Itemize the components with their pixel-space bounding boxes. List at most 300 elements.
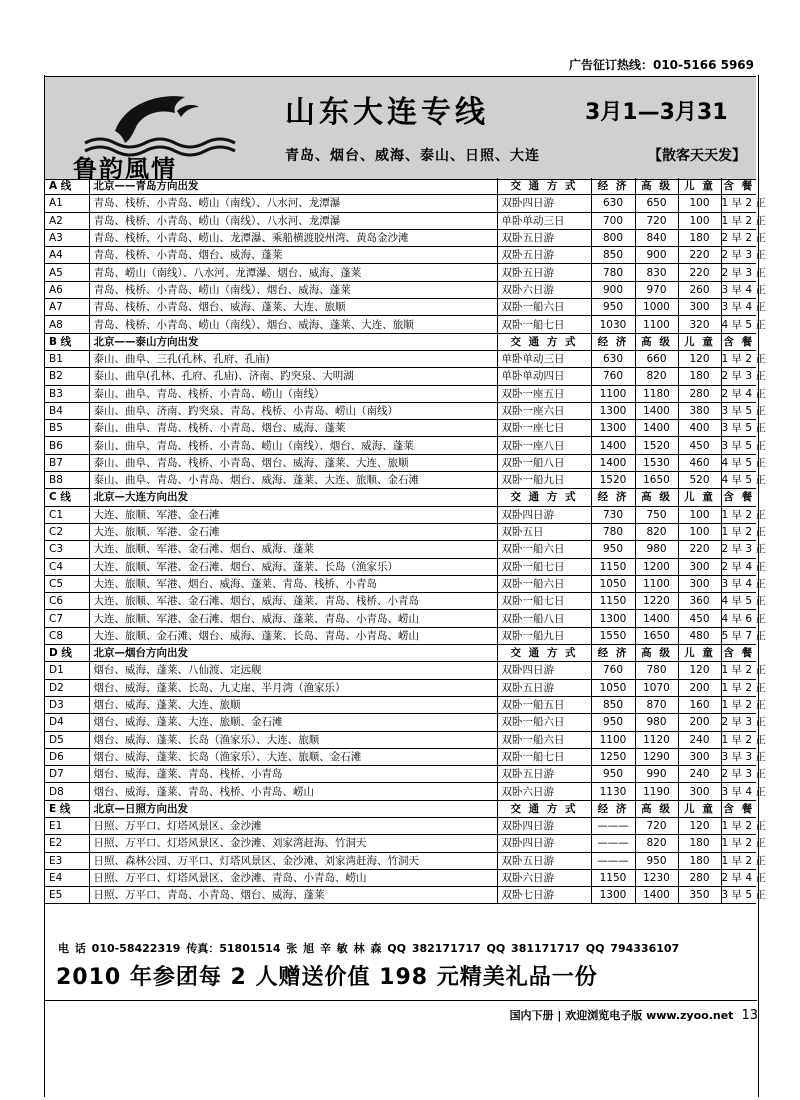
table-row: [45, 869, 756, 886]
economy-price: 1300: [591, 420, 635, 437]
route-code: E3: [45, 852, 89, 869]
route-itinerary: 烟台、威海、蓬莱、大连、旅顺、金石滩: [89, 714, 497, 731]
column-header: 儿 童: [678, 333, 721, 350]
transport-mode: 双卧一船七日: [497, 316, 591, 333]
meals: 4 早 5 正: [721, 472, 756, 489]
route-itinerary: 泰山、曲阜(孔林、孔府、孔庙)、济南、趵突泉、大明湖: [89, 368, 497, 385]
child-price: 160: [678, 696, 721, 713]
table-row: [45, 523, 756, 540]
column-header: 含 餐: [721, 800, 756, 817]
meals: 4 早 5 正: [721, 454, 756, 471]
meals: 2 早 3 正: [721, 247, 756, 264]
economy-price: 1030: [591, 316, 635, 333]
route-code: C4: [45, 558, 89, 575]
meals: 1 早 2 正: [721, 835, 756, 852]
route-itinerary: 大连、旅顺、军港、金石滩: [89, 506, 497, 523]
table-row: [45, 558, 756, 575]
table-row: [45, 299, 756, 316]
route-itinerary: 青岛、栈桥、小青岛、崂山（南线）、烟台、威海、蓬莱、大连、旅顺: [89, 316, 497, 333]
route-code: B6: [45, 437, 89, 454]
transport-mode: 双卧一船五日: [497, 696, 591, 713]
premium-price: 1120: [635, 731, 678, 748]
route-code: B5: [45, 420, 89, 437]
route-itinerary: 大连、旅顺、军港、金石滩、烟台、威海、蓬莱、青岛、栈桥、小青岛: [89, 593, 497, 610]
transport-mode: 双卧一船六日: [497, 299, 591, 316]
meals: 3 早 5 正: [721, 437, 756, 454]
table-row: [45, 368, 756, 385]
economy-price: 850: [591, 696, 635, 713]
premium-price: 820: [635, 835, 678, 852]
transport-mode: 双卧五日: [497, 523, 591, 540]
premium-price: 720: [635, 817, 678, 834]
meals: 1 早 2 正: [721, 731, 756, 748]
route-itinerary: 大连、旅顺、军港、金石滩: [89, 523, 497, 540]
route-itinerary: 烟台、威海、蓬莱、青岛、栈桥、小青岛: [89, 766, 497, 783]
section-title: 北京——青岛方向出发: [89, 178, 497, 195]
route-code: C6: [45, 593, 89, 610]
transport-mode: 双卧六日游: [497, 281, 591, 298]
route-code: E1: [45, 817, 89, 834]
meals: 3 早 4 正: [721, 575, 756, 592]
table-row: [45, 679, 756, 696]
economy-price: 1150: [591, 593, 635, 610]
column-header: 高 级: [635, 489, 678, 506]
route-itinerary: 青岛、栈桥、小青岛、崂山、龙潭瀑、乘船横渡胶州湾、黄岛金沙滩: [89, 229, 497, 246]
child-price: 220: [678, 264, 721, 281]
route-itinerary: 大连、旅顺、军港、金石滩、烟台、威海、蓬莱: [89, 541, 497, 558]
route-code: D5: [45, 731, 89, 748]
column-header: 含 餐: [721, 178, 756, 195]
table-row: [45, 212, 756, 229]
table-row: [45, 506, 756, 523]
page-title: 山东大连专线: [285, 95, 489, 130]
meals: 2 早 3 正: [721, 264, 756, 281]
brand-name: 鲁韵風情: [73, 154, 177, 183]
transport-mode: 双卧一船七日: [497, 558, 591, 575]
route-itinerary: 烟台、威海、蓬莱、长岛、九丈崖、半月湾（渔家乐）: [89, 679, 497, 696]
meals: 4 早 5 正: [721, 593, 756, 610]
premium-price: 720: [635, 212, 678, 229]
route-itinerary: 泰山、曲阜、青岛、栈桥、小青岛、崂山（南线）: [89, 385, 497, 402]
transport-mode: 双卧一座八日: [497, 437, 591, 454]
route-itinerary: 泰山、曲阜、青岛、栈桥、小青岛、崂山（南线）、烟台、威海、蓬莱: [89, 437, 497, 454]
route-code: C7: [45, 610, 89, 627]
route-code: B3: [45, 385, 89, 402]
meals: 2 早 4 正: [721, 385, 756, 402]
economy-price: 1300: [591, 402, 635, 419]
column-header: 交 通 方 式: [497, 333, 591, 350]
table-row: [45, 696, 756, 713]
premium-price: 970: [635, 281, 678, 298]
meals: 1 早 2 正: [721, 696, 756, 713]
premium-price: 1650: [635, 627, 678, 644]
meals: 1 早 2 正: [721, 679, 756, 696]
table-row: [45, 593, 756, 610]
route-itinerary: 青岛、栈桥、小青岛、崂山（南线）、八水河、龙潭瀑: [89, 195, 497, 212]
column-header: 儿 童: [678, 645, 721, 662]
economy-price: 1050: [591, 679, 635, 696]
daily-departure-note: 【散客天天发】: [648, 148, 746, 164]
economy-price: 950: [591, 299, 635, 316]
route-code: A2: [45, 212, 89, 229]
transport-mode: 双卧一船八日: [497, 610, 591, 627]
route-code: D3: [45, 696, 89, 713]
route-code: C1: [45, 506, 89, 523]
economy-price: 730: [591, 506, 635, 523]
transport-mode: 双卧一船八日: [497, 454, 591, 471]
premium-price: 660: [635, 350, 678, 367]
economy-price: 760: [591, 368, 635, 385]
child-price: 220: [678, 541, 721, 558]
route-itinerary: 烟台、威海、蓬莱、大连、旅顺: [89, 696, 497, 713]
premium-price: 1290: [635, 748, 678, 765]
route-itinerary: 青岛、栈桥、小青岛、烟台、威海、蓬莱: [89, 247, 497, 264]
transport-mode: 单卧单动四日: [497, 368, 591, 385]
meals: 1 早 2 正: [721, 523, 756, 540]
transport-mode: 双卧四日游: [497, 835, 591, 852]
transport-mode: 双卧一船六日: [497, 731, 591, 748]
column-header: 含 餐: [721, 645, 756, 662]
economy-price: 780: [591, 264, 635, 281]
child-price: 300: [678, 575, 721, 592]
economy-price: 1550: [591, 627, 635, 644]
route-code: A6: [45, 281, 89, 298]
child-price: 100: [678, 523, 721, 540]
route-itinerary: 大连、旅顺、军港、金石滩、烟台、威海、蓬莱、青岛、小青岛、崂山: [89, 610, 497, 627]
child-price: 300: [678, 748, 721, 765]
meals: 1 早 2 正: [721, 506, 756, 523]
section-label: B 线: [45, 333, 89, 350]
premium-price: 830: [635, 264, 678, 281]
premium-price: 1650: [635, 472, 678, 489]
section-header-row: [45, 645, 756, 662]
child-price: 220: [678, 247, 721, 264]
page-footer: [510, 1007, 758, 1023]
economy-price: ———: [591, 817, 635, 834]
route-itinerary: 日照、万平口、灯塔风景区、金沙滩、青岛、小青岛、崂山: [89, 869, 497, 886]
column-header: 交 通 方 式: [497, 800, 591, 817]
economy-price: 1100: [591, 385, 635, 402]
premium-price: 1230: [635, 869, 678, 886]
child-price: 120: [678, 350, 721, 367]
column-header: 经 济: [591, 489, 635, 506]
economy-price: 1250: [591, 748, 635, 765]
section-title: 北京—烟台方向出发: [89, 645, 497, 662]
table-row: [45, 281, 756, 298]
transport-mode: 双卧一座七日: [497, 420, 591, 437]
child-price: 360: [678, 593, 721, 610]
economy-price: 700: [591, 212, 635, 229]
premium-price: 980: [635, 714, 678, 731]
column-header: 交 通 方 式: [497, 178, 591, 195]
column-header: 儿 童: [678, 800, 721, 817]
child-price: 460: [678, 454, 721, 471]
economy-price: 950: [591, 541, 635, 558]
column-header: 高 级: [635, 645, 678, 662]
table-row: [45, 385, 756, 402]
table-row: [45, 731, 756, 748]
meals: 2 早 3 正: [721, 766, 756, 783]
route-itinerary: 日照、万平口、灯塔风景区、金沙滩、刘家湾赶海、竹洞天: [89, 835, 497, 852]
transport-mode: 单卧单动三日: [497, 350, 591, 367]
economy-price: ———: [591, 852, 635, 869]
premium-price: 780: [635, 662, 678, 679]
section-header-row: [45, 333, 756, 350]
transport-mode: 双卧一船七日: [497, 593, 591, 610]
section-header-row: [45, 489, 756, 506]
section-header-row: [45, 178, 756, 195]
tour-table: [45, 178, 766, 904]
meals: 4 早 5 正: [721, 316, 756, 333]
table-row: [45, 472, 756, 489]
meals: 3 早 3 正: [721, 748, 756, 765]
route-itinerary: 大连、旅顺、军港、金石滩、烟台、威海、蓬莱、长岛（渔家乐）: [89, 558, 497, 575]
route-itinerary: 青岛、栈桥、小青岛、崂山（南线）、八水河、龙潭瀑: [89, 212, 497, 229]
transport-mode: 双卧一座六日: [497, 402, 591, 419]
route-code: C3: [45, 541, 89, 558]
route-code: D6: [45, 748, 89, 765]
premium-price: 820: [635, 368, 678, 385]
premium-price: 1400: [635, 887, 678, 904]
economy-price: 1130: [591, 783, 635, 800]
premium-price: 950: [635, 852, 678, 869]
premium-price: 1400: [635, 610, 678, 627]
economy-price: 1100: [591, 731, 635, 748]
table-row: [45, 350, 756, 367]
column-header: 儿 童: [678, 489, 721, 506]
child-price: 450: [678, 437, 721, 454]
table-row: [45, 264, 756, 281]
child-price: 520: [678, 472, 721, 489]
transport-mode: 双卧五日游: [497, 679, 591, 696]
economy-price: ———: [591, 835, 635, 852]
route-code: A1: [45, 195, 89, 212]
route-code: A5: [45, 264, 89, 281]
meals: 2 早 4 正: [721, 869, 756, 886]
table-row: [45, 575, 756, 592]
child-price: 240: [678, 731, 721, 748]
route-itinerary: 泰山、曲阜、青岛、小青岛、烟台、威海、蓬莱、大连、旅顺、金石滩: [89, 472, 497, 489]
route-code: D4: [45, 714, 89, 731]
meals: 1 早 2 正: [721, 195, 756, 212]
column-header: 儿 童: [678, 178, 721, 195]
premium-price: 1520: [635, 437, 678, 454]
premium-price: 1180: [635, 385, 678, 402]
table-row: [45, 229, 756, 246]
route-itinerary: 大连、旅顺、金石滩、烟台、威海、蓬莱、长岛、青岛、小青岛、崂山: [89, 627, 497, 644]
route-code: A3: [45, 229, 89, 246]
transport-mode: 双卧一船六日: [497, 575, 591, 592]
transport-mode: 双卧六日游: [497, 783, 591, 800]
premium-price: 900: [635, 247, 678, 264]
economy-price: 1050: [591, 575, 635, 592]
transport-mode: 双卧四日游: [497, 662, 591, 679]
economy-price: 1520: [591, 472, 635, 489]
child-price: 450: [678, 610, 721, 627]
child-price: 320: [678, 316, 721, 333]
route-code: A7: [45, 299, 89, 316]
economy-price: 1400: [591, 454, 635, 471]
meals: 3 早 4 正: [721, 281, 756, 298]
route-itinerary: 泰山、曲阜、三孔(孔林、孔府、孔庙): [89, 350, 497, 367]
route-itinerary: 青岛、栈桥、小青岛、烟台、威海、蓬莱、大连、旅顺: [89, 299, 497, 316]
table-row: [45, 835, 756, 852]
premium-price: 1200: [635, 558, 678, 575]
route-itinerary: 烟台、威海、蓬莱、长岛（渔家乐）、大连、旅顺: [89, 731, 497, 748]
transport-mode: 单卧单动三日: [497, 212, 591, 229]
table-row: [45, 714, 756, 731]
route-code: B2: [45, 368, 89, 385]
economy-price: 1300: [591, 610, 635, 627]
premium-price: 980: [635, 541, 678, 558]
premium-price: 1530: [635, 454, 678, 471]
transport-mode: 双卧一船六日: [497, 541, 591, 558]
table-row: [45, 195, 756, 212]
bottom-divider: [44, 1000, 757, 1001]
route-code: D1: [45, 662, 89, 679]
transport-mode: 双卧一船九日: [497, 472, 591, 489]
route-code: E5: [45, 887, 89, 904]
premium-price: 1400: [635, 402, 678, 419]
transport-mode: 双卧五日游: [497, 264, 591, 281]
transport-mode: 双卧五日游: [497, 766, 591, 783]
economy-price: 1300: [591, 887, 635, 904]
transport-mode: 双卧四日游: [497, 817, 591, 834]
column-header: 高 级: [635, 178, 678, 195]
route-itinerary: 泰山、曲阜、济南、趵突泉、青岛、栈桥、小青岛、崂山（南线）: [89, 402, 497, 419]
transport-mode: 双卧五日游: [497, 852, 591, 869]
transport-mode: 双卧一船九日: [497, 627, 591, 644]
section-title: 北京—大连方向出发: [89, 489, 497, 506]
transport-mode: 双卧一船六日: [497, 714, 591, 731]
column-header: 交 通 方 式: [497, 489, 591, 506]
column-header: 经 济: [591, 333, 635, 350]
route-code: B8: [45, 472, 89, 489]
transport-mode: 双卧四日游: [497, 506, 591, 523]
route-code: C8: [45, 627, 89, 644]
table-row: [45, 766, 756, 783]
child-price: 100: [678, 195, 721, 212]
child-price: 200: [678, 679, 721, 696]
child-price: 480: [678, 627, 721, 644]
transport-mode: 双卧六日游: [497, 869, 591, 886]
table-row: [45, 783, 756, 800]
child-price: 100: [678, 212, 721, 229]
route-code: A8: [45, 316, 89, 333]
child-price: 260: [678, 281, 721, 298]
table-row: [45, 541, 756, 558]
page-number: 13: [741, 1008, 758, 1023]
meals: 1 早 2 正: [721, 852, 756, 869]
child-price: 240: [678, 766, 721, 783]
meals: 3 早 5 正: [721, 887, 756, 904]
transport-mode: 双卧一船七日: [497, 748, 591, 765]
child-price: 300: [678, 783, 721, 800]
date-range: 3月1—3月31: [585, 100, 728, 125]
premium-price: 1220: [635, 593, 678, 610]
transport-mode: 双卧七日游: [497, 887, 591, 904]
section-label: C 线: [45, 489, 89, 506]
table-row: [45, 316, 756, 333]
section-header-row: [45, 800, 756, 817]
route-itinerary: 青岛、崂山（南线）、八水河、龙潭瀑、烟台、威海、蓬莱: [89, 264, 497, 281]
economy-price: 800: [591, 229, 635, 246]
route-itinerary: 日照、森林公园、万平口、灯塔风景区、金沙滩、刘家湾赶海、竹洞天: [89, 852, 497, 869]
column-header: 经 济: [591, 800, 635, 817]
route-code: D8: [45, 783, 89, 800]
column-header: 含 餐: [721, 489, 756, 506]
meals: 4 早 6 正: [721, 610, 756, 627]
route-code: B7: [45, 454, 89, 471]
column-header: 高 级: [635, 333, 678, 350]
child-price: 200: [678, 714, 721, 731]
route-code: D7: [45, 766, 89, 783]
route-itinerary: 烟台、威海、蓬莱、长岛（渔家乐）、大连、旅顺、金石滩: [89, 748, 497, 765]
meals: 2 早 3 正: [721, 368, 756, 385]
section-label: D 线: [45, 645, 89, 662]
section-label: E 线: [45, 800, 89, 817]
route-itinerary: 烟台、威海、蓬莱、八仙渡、定远舰: [89, 662, 497, 679]
section-title: 北京——泰山方向出发: [89, 333, 497, 350]
transport-mode: 双卧五日游: [497, 247, 591, 264]
route-itinerary: 大连、旅顺、军港、烟台、威海、蓬莱、青岛、栈桥、小青岛: [89, 575, 497, 592]
transport-mode: 双卧一座五日: [497, 385, 591, 402]
route-itinerary: 日照、万平口、青岛、小青岛、烟台、威海、蓬莱: [89, 887, 497, 904]
premium-price: 990: [635, 766, 678, 783]
economy-price: 850: [591, 247, 635, 264]
transport-mode: 双卧四日游: [497, 195, 591, 212]
premium-price: 870: [635, 696, 678, 713]
meals: 3 早 4 正: [721, 783, 756, 800]
column-header: 经 济: [591, 178, 635, 195]
economy-price: 1400: [591, 437, 635, 454]
premium-price: 750: [635, 506, 678, 523]
column-header: 含 餐: [721, 333, 756, 350]
section-title: 北京—日照方向出发: [89, 800, 497, 817]
table-row: [45, 817, 756, 834]
column-header: 高 级: [635, 800, 678, 817]
economy-price: 950: [591, 714, 635, 731]
child-price: 300: [678, 558, 721, 575]
meals: 1 早 2 正: [721, 817, 756, 834]
child-price: 380: [678, 402, 721, 419]
child-price: 300: [678, 299, 721, 316]
economy-price: 630: [591, 350, 635, 367]
premium-price: 650: [635, 195, 678, 212]
economy-price: 950: [591, 766, 635, 783]
meals: 5 早 7 正: [721, 627, 756, 644]
table-row: [45, 420, 756, 437]
table-row: [45, 454, 756, 471]
meals: 3 早 4 正: [721, 299, 756, 316]
economy-price: 900: [591, 281, 635, 298]
economy-price: 780: [591, 523, 635, 540]
premium-price: 1400: [635, 420, 678, 437]
route-itinerary: 泰山、曲阜、青岛、栈桥、小青岛、烟台、威海、蓬莱: [89, 420, 497, 437]
premium-price: 1100: [635, 575, 678, 592]
route-itinerary: 日照、万平口、灯塔风景区、金沙滩: [89, 817, 497, 834]
ad-hotline: 广告征订热线：010-5166 5969: [568, 58, 754, 72]
table-row: [45, 437, 756, 454]
meals: 2 早 3 正: [721, 541, 756, 558]
premium-price: 1070: [635, 679, 678, 696]
meals: 1 早 2 正: [721, 662, 756, 679]
route-code: B1: [45, 350, 89, 367]
route-itinerary: 青岛、栈桥、小青岛、崂山（南线）、烟台、威海、蓬莱: [89, 281, 497, 298]
meals: 3 早 5 正: [721, 402, 756, 419]
child-price: 180: [678, 229, 721, 246]
child-price: 180: [678, 368, 721, 385]
